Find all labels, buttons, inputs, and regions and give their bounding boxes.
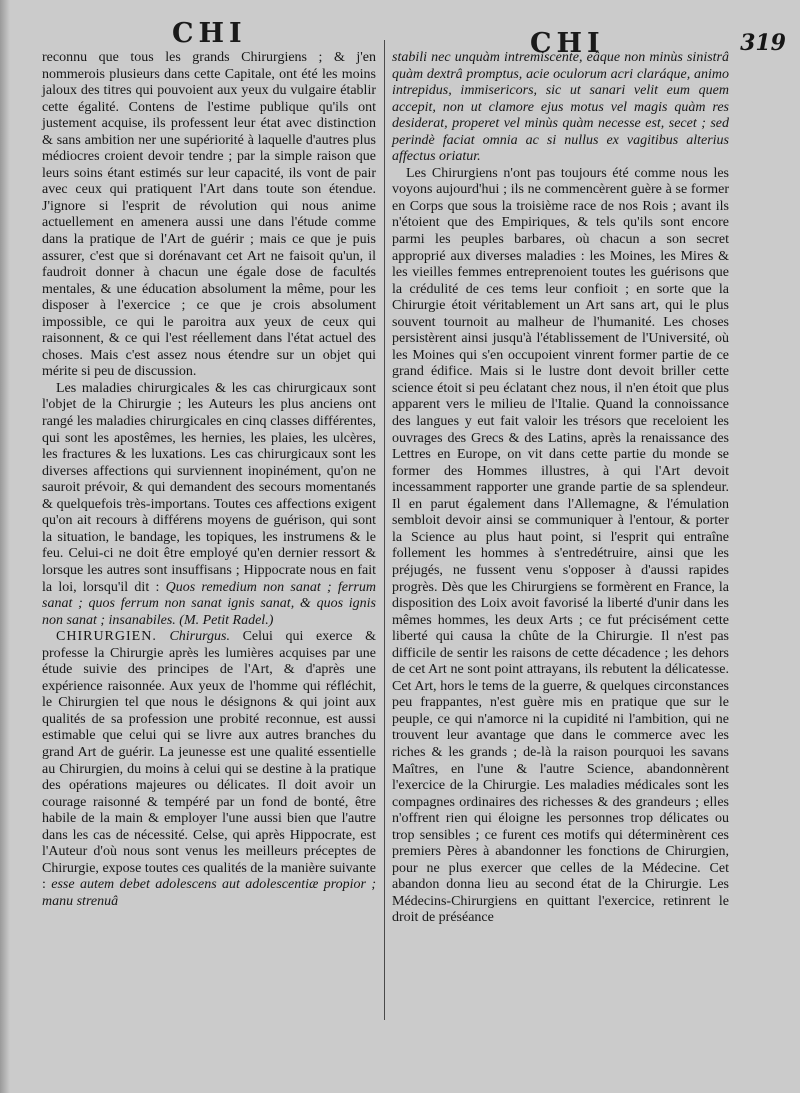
left-paragraph-2 xyxy=(42,381,376,629)
left-column xyxy=(42,50,376,910)
right-running-head: CHI xyxy=(530,28,605,59)
left-running-head: CHI xyxy=(172,18,247,49)
paragraph-2-text: Les maladies chirurgicales & les cas chirurgicaux sont l'objet de la Chirurgie ; les Auteurs les plus anciens ont rangé les maladies chirurgicales en cinq classes différentes, qui sont les apostêmes, les hernies, les plaies, les ulcères, les fractures & les luxations. Les cas chirurgicaux sont les diverses affections qui surviennent inopinément, qu'on ne sauroit prévoir, & qui demandent des secours momentanés & quelquefois très-importans. Toutes ces affections exigent qu'on ait recours à différens moyens de guérison, qui sont la situation, le bandage, les topiques, les instrumens & le feu. Celui-ci ne doit être employé qu'en dernier ressort & lorsque les autres sont insuffisans ; Hippocrate nous en fait la loi, lorsqu'il dit : xyxy=(42,380,376,595)
entry-gloss: Chirurgus. xyxy=(169,629,230,645)
column-rule xyxy=(384,40,385,1020)
page-number: 319 xyxy=(740,30,786,56)
paragraph-3-text: Celui qui exerce & professe la Chirurgie après les lumières acquises par une étude suivie des principes de l'Art, & d'après une expérience raisonnée. Aux yeux de l'homme qui réfléchit, le Chirurgien tel que nous le désignons & qui joint aux qualités de sa profession une probité reconnue, est aussi estimable que celui qui se livre aux autres branches du grand Art de guérir. La jeunesse est une qualité essentielle au Chirurgien, du moins à celui qui se destine à la pratique des opérations majeures ou délicates. Il doit avoir un courage raisonné & tempéré par un fond de bonté, être habile de la main & employer l'une aussi bien que l'autre dans les cas de nécessité. Celse, qui après Hippocrate, est l'Auteur d'où nous sont venus les meilleurs préceptes de Chirurgie, expose toutes ces qualités de la manière suivante : xyxy=(42,629,376,893)
celsus-quote-continued: stabili nec unquàm intremiscente, eâque non minùs sinistrâ quàm dextrâ promptus, acie oculorum acri claráque, animo intrepidus, immisericors, sic ut sanari velit eum quem accepit, non ut clamore ejus motus vel magis quàm res desiderat, properet vel minùs quàm necesse est, secet ; sed perindè faciat omnia ac si nullus ex vagitibus alterius affectus oriatur. xyxy=(392,50,729,165)
entry-headword: CHIRURGIEN. xyxy=(56,629,157,645)
celsus-quote-start: esse autem debet adolescens aut adolescentiæ propior ; manu strenuâ xyxy=(42,877,377,909)
left-paragraph-1: reconnu que tous les grands Chirurgiens ; & j'en nommerois plusieurs dans cette Capitale, ont été les moins jaloux des titres qui pouvoient aux yeux du vulgaire établir cette égalité. Contens de l'estime publique qu'ils ont justement acquise, ils professent leur état avec distinction & sans ambition ner une supériorité à laquelle d'autres plus médiocres croient devoir tendre ; par la simple raison que leurs soins étant estimés sur leur capacité, ils vont de pair avec ceux qui pratiquent l'Art dans toute son étendue. J'ignore si l'esprit de révolution qui nous anime actuellement en amenera aussi une dans l'étude comme dans la pratique de l'Art de guérir ; mais ce que je puis assurer, c'est que si dorénavant cet Art ne faisoit qu'un, il faudroit donner à chacun une égale dose de facultés mentales, & une éducation absolument la même, pour les disposer à l'exercice ; ce que je crois absolument impossible, ce qui le paroitra aux yeux de ceux qui raisonnent, & ce qui l'est réellement dans l'état actuel des choses. Mais c'est assez nous étendre sur un objet qui mérite si peu de discussion. xyxy=(42,50,376,380)
running-head xyxy=(0,10,800,59)
page-edge-shadow xyxy=(0,0,10,1093)
hippocrates-quote: Quos remedium non sanat ; ferrum sanat ; quos ferrum non sanat ignis sanat, & quos ignis non sanat ; insanabiles. xyxy=(42,579,376,628)
right-column xyxy=(392,50,729,927)
left-paragraph-3 xyxy=(42,629,376,910)
right-paragraph-2: Les Chirurgiens n'ont pas toujours été comme nous les voyons aujourd'hui ; ils ne commencèrent guère à se former en Corps que sous la troisième race de nos Rois ; avant ils n'étoient que des Empiriques, & tels qu'ils sont encore parmi les peuples barbares, où chacun a son secret approprié aux diverses maladies : les Moines, les Mires & les vieilles femmes entreprenoient toutes les guérisons que la crédulité de ces tems leur confioit ; en sorte que la Chirurgie étoit véritablement un Art sans art, qui le plus souvent tournoit au malheur de l'humanité. Les choses persistèrent ainsi jusqu'à l'établissement de l'Université, où les Moines qui s'en occupoient vinrent former partie de ce grand édifice. Mais si le lustre dont devoit briller cette science étoit si peu éclatant chez nous, il n'en étoit que plus apparent vers le milieu de l'Italie. Quand la connoissance des langues y eut fait valoir les trésors que receloient les ouvrages des Grecs & des Latins, après la renaissance des Lettres en Europe, on vit dans cette partie du monde se former des Hommes illustres, à qui l'Art devoit incessamment rapporter une grande partie de sa splendeur. Il en parut également dans l'Allemagne, & l'émulation sembloit devoir ainsi se communiquer à l'entour, & porter la Science au plus haut point, si l'esprit qui entraîne follement les hommes à s'entredétruire, ainsi que les préjugés, ne fussent venu s'opposer à d'aussi rapides progrès. Dès que les Chirurgiens se formèrent en France, la disposition des Loix avoit favorisé la liberté d'unir dans les mêmes hommes, les deux Arts ; ce fut précisément cette liberté qui causa la chûte de la Chirurgie. Il n'est pas difficile de sentir les raisons de cette décadence ; les dehors de cet Art ne sont point attrayans, ils rebutent la délicatesse. Cet Art, hors le tems de la guerre, & quelques circonstances peu frappantes, n'est guère mis en pratique que sur le peuple, ce qui n'amorce ni la cupidité ni l'ambition, qui ne trouvent leur avantage que dans le commerce avec les riches & les grands ; de-là la raison pourquoi les savans Maîtres, en l'une & l'autre Science, abandonnèrent l'exercice de la Chirurgie. Les maladies médicales sont les compagnes ordinaires des richesses & des grandeurs ; elles n'offrent rien qui éloigne les personnes trop délicates ou trop sensibles ; ce furent ces motifs qui déterminèrent ces premiers Pères à abandonner les fonctions de Chirurgien, pour ne plus exercer que celles de la Médecine. Cet abandon donna lieu au second état de la Chirurgie. Les Médecins-Chirurgiens en quittant l'exercice, retinrent le droit de préséance xyxy=(392,165,729,926)
author-signature: (M. Petit Radel.) xyxy=(179,612,274,628)
